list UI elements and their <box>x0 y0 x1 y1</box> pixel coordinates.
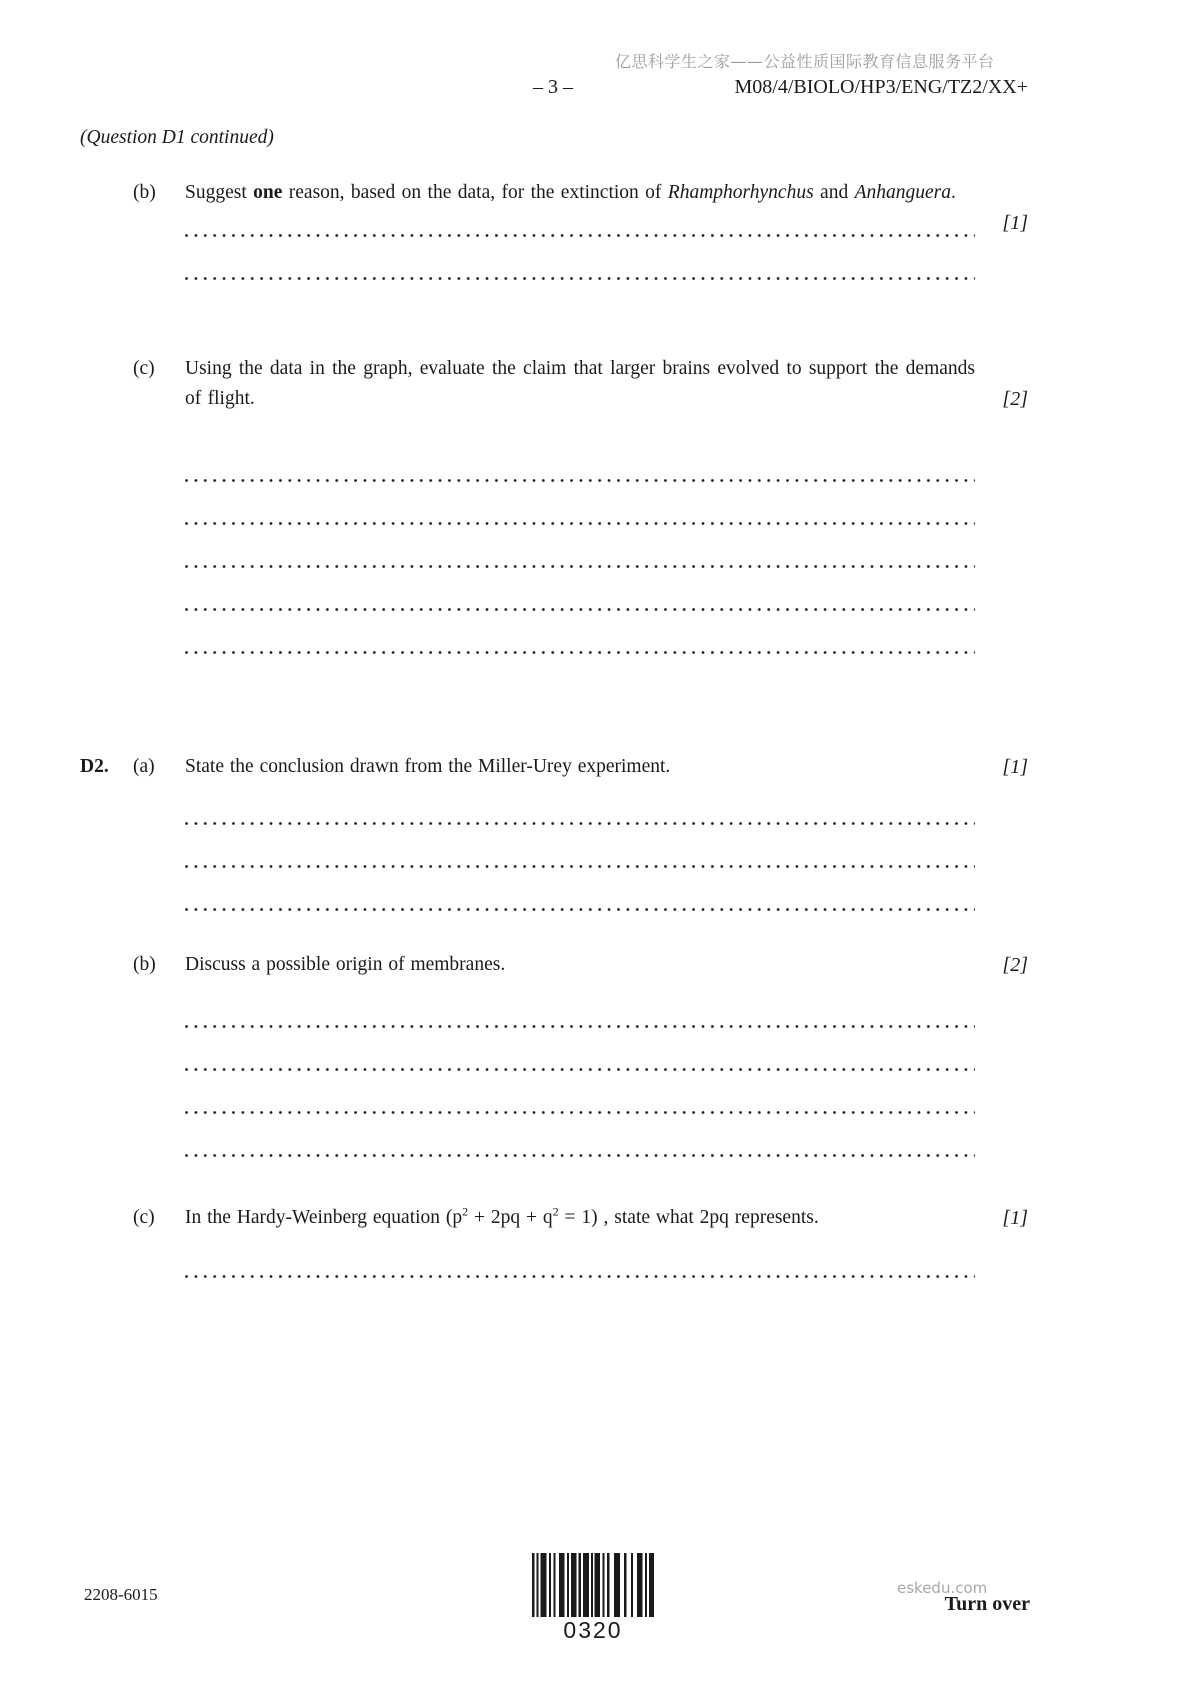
question-text: Discuss a possible origin of membranes. <box>185 954 506 975</box>
question-text: In the Hardy-Weinberg equation $(p^2 + 2pq + q^2 = 1)$ , state what 2pq represents. <box>185 1204 819 1228</box>
marks-badge: [2] <box>1002 954 1028 976</box>
answer-lines-group <box>185 1275 1028 1318</box>
turn-over-label: Turn over <box>944 1593 1030 1615</box>
answer-lines-group <box>185 1025 1028 1197</box>
question-d2b <box>80 950 1028 1197</box>
barcode-number: 0320 <box>563 1617 623 1643</box>
question-label: (b) <box>133 954 156 975</box>
answer-line <box>185 565 975 568</box>
answer-line <box>185 608 975 611</box>
page-number: – 3 – <box>533 76 573 98</box>
answer-lines-group <box>185 479 1028 694</box>
chinese-watermark: 亿思科学生之家——公益性质国际教育信息服务平台 <box>615 52 995 71</box>
answer-line <box>185 1111 975 1114</box>
question-text: State the conclusion drawn from the Miller-Urey experiment. <box>185 756 671 777</box>
question-d1b <box>133 178 1028 320</box>
answer-line <box>185 1025 975 1028</box>
answer-lines-group <box>185 234 1028 320</box>
answer-line <box>185 865 975 868</box>
marks-badge: [1] <box>1002 756 1028 778</box>
question-label: (b) <box>133 182 156 203</box>
answer-lines-group <box>185 822 1028 951</box>
continuation-note: (Question D1 continued) <box>80 127 274 148</box>
answer-line <box>185 1275 975 1278</box>
marks-badge: [2] <box>1002 388 1028 410</box>
answer-line <box>185 908 975 911</box>
question-label: (a) <box>133 756 155 777</box>
answer-line <box>185 1154 975 1157</box>
answer-line <box>185 1068 975 1071</box>
answer-line <box>185 234 975 237</box>
question-number: D2. <box>80 756 109 777</box>
marks-badge: [1] <box>1002 212 1028 234</box>
answer-line <box>185 479 975 482</box>
question-d2c <box>80 1203 1028 1318</box>
answer-line <box>185 277 975 280</box>
question-label: (c) <box>133 1207 155 1228</box>
barcode <box>532 1553 654 1617</box>
question-text: Using the data in the graph, evaluate the claim that larger brains evolved to support the demands of flight. <box>185 358 975 409</box>
question-d1c <box>133 354 1028 694</box>
question-label: (c) <box>133 358 155 379</box>
marks-badge: [1] <box>1002 1207 1028 1229</box>
paper-code: M08/4/BIOLO/HP3/ENG/TZ2/XX+ <box>734 76 1028 98</box>
eskedu-watermark: eskedu.com <box>897 1579 988 1597</box>
document-number: 2208-6015 <box>84 1585 158 1604</box>
question-d2a <box>80 752 1028 951</box>
answer-line <box>185 651 975 654</box>
question-text: Suggest one reason, based on the data, for the extinction of Rhamphorhynchus and Anhanguera. <box>185 182 956 203</box>
answer-line <box>185 522 975 525</box>
answer-line <box>185 822 975 825</box>
